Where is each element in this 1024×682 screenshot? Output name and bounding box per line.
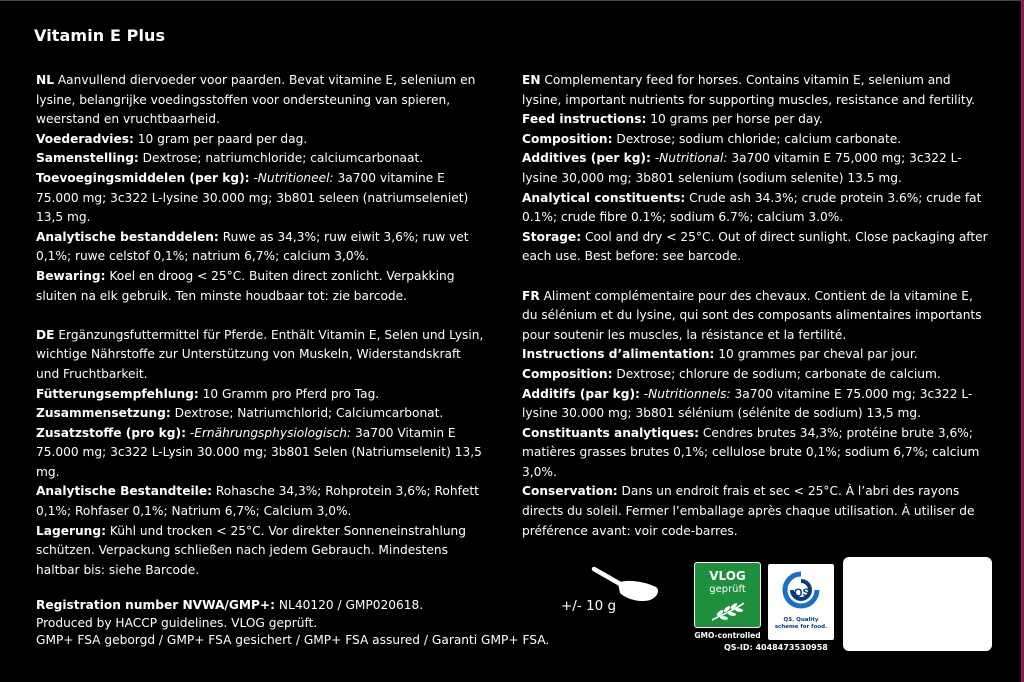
top-edge-line — [0, 0, 1024, 1]
section-spacer — [522, 267, 992, 287]
nl-storage: Bewaring: Koel en droog < 25°C. Buiten direct zonlicht. Verpakking sluiten na elk gebruik. Ten minste houdbaar tot: zie barcode. — [36, 268, 455, 303]
qs-logo — [768, 564, 834, 640]
qs-swirl-icon — [781, 570, 821, 614]
section-spacer — [36, 306, 486, 326]
right-column — [522, 71, 992, 541]
registration-line: Registration number NVWA/GMP+: NL40120 / GMP020618. — [36, 598, 424, 612]
de-feeding: Fütterungsempfehlung: 10 Gramm pro Pferd pro Tag. — [36, 386, 380, 401]
fr-composition: Composition: Dextrose; chlorure de sodium; carbonate de calcium. — [522, 366, 941, 381]
dosage-text: +/- 10 g — [561, 598, 617, 614]
left-column — [36, 71, 486, 580]
en-section — [522, 71, 992, 267]
product-title: Vitamin E Plus — [34, 26, 166, 45]
vlog-logo — [694, 562, 761, 642]
nl-analytical: Analytische bestanddelen: Ruwe as 34,3%; ruw eiwit 3,6%; ruw vet 0,1%; ruwe celstof 0,1%; natrium 6,7%; calcium 3,0%. — [36, 229, 469, 264]
gmp-line: GMP+ FSA geborgd / GMP+ FSA gesichert / GMP+ FSA assured / Garanti GMP+ FSA. — [36, 633, 550, 647]
qs-label: QS. Quality scheme for food. — [774, 617, 828, 630]
de-composition: Zusammensetzung: Dextrose; Natriumchlorid; Calciumcarbonat. — [36, 406, 444, 421]
fr-additives: Additifs (par kg): -Nutritionnels: 3a700 vitamine E 75.000 mg; 3c322 L-lysine 30.000 mg; 3b801 sélénium (sélénite de sodium) 13,5 mg. — [522, 386, 973, 421]
de-intro: DE Ergänzungsfuttermittel für Pferde. Enthält Vitamin E, Selen und Lysin, wichtige Nährstoffe zur Unterstützung von Muskeln, Widerstandskraft und Fruchtbarkeit. — [36, 327, 484, 381]
de-section — [36, 326, 486, 581]
nl-additives: Toevoegingsmiddelen (per kg): -Nutritioneel: 3a700 vitamine E 75.000 mg; 3c322 L-lysine 30.000 mg; 3b801 seleen (natriumseleniet) 13,5 mg. — [36, 170, 469, 225]
en-analytical: Analytical constituents: Crude ash 34.3%; crude protein 3.6%; crude fat 0.1%; crude fibre 0.1%; sodium 6.7%; calcium 3.0%. — [522, 190, 982, 225]
fr-feeding: Instructions d’alimentation: 10 grammes par cheval par jour. — [522, 347, 918, 362]
fr-storage: Conservation: Dans un endroit frais et sec < 25°C. À l’abri des rayons directs du soleil. Fermer l’emballage après chaque utilisation. À utiliser de préférence avant: voir code-barres. — [522, 484, 975, 538]
fr-analytical: Constituants analytiques: Cendres brutes 34,3%; protéine brute 3,6%; matières grasses brutes 0,1%; cellulose brute 0,1%; sodium 6,7%; calcium 3,0%. — [522, 425, 980, 479]
svg-text:QS: QS — [794, 587, 810, 599]
de-storage: Lagerung: Kühl und trocken < 25°C. Vor direkter Sonneneinstrahlung schützen. Verpackung schließen nach jedem Gebrauch. Mindestens haltbar bis: siehe Barcode. — [36, 523, 467, 577]
en-feeding: Feed instructions: 10 grams per horse per day. — [522, 112, 823, 127]
footer-registration — [36, 597, 556, 650]
nl-section — [36, 71, 486, 306]
en-intro: EN Complementary feed for horses. Contains vitamin E, selenium and lysine, important nutrients for supporting muscles, resistance and fertility. — [522, 73, 976, 107]
nl-feeding: Voederadvies: 10 gram per paard per dag. — [36, 131, 308, 146]
de-additives: Zusatzstoffe (pro kg): -Ernährungsphysiologisch: 3a700 Vitamin E 75.000 mg; 3c322 L-Lysin 30.000 mg; 3b801 Selen (Natriumselenit) 13,5 mg. — [36, 425, 482, 479]
en-additives: Additives (per kg): -Nutritional: 3a700 vitamin E 75,000 mg; 3c322 L-lysine 30,000 mg; 3b801 selenium (sodium selenite) 13.5 mg. — [522, 151, 962, 185]
haccp-line: Produced by HACCP guidelines. VLOG geprüft. — [36, 615, 318, 630]
vlog-text: VLOG geprüft — [709, 569, 746, 595]
nl-intro: NL Aanvullend diervoeder voor paarden. Bevat vitamine E, selenium en lysine, belangrijke voedingsstoffen voor ondersteuning van spieren, weerstand en vruchtbaarheid. — [36, 73, 476, 127]
nl-composition: Samenstelling: Dextrose; natriumchloride; calciumcarbonaat. — [36, 151, 424, 166]
vlog-badge — [694, 562, 761, 628]
leaf-icon — [709, 599, 747, 623]
gmo-controlled-label: GMO-controlled — [694, 631, 761, 640]
qs-id-text: QS-ID: 4048473530958 — [724, 643, 828, 652]
fr-section — [522, 287, 992, 542]
barcode-area — [843, 557, 992, 651]
de-analytical: Analytische Bestandteile: Rohasche 34,3%; Rohprotein 3,6%; Rohfett 0,1%; Rohfaser 0,1%; Natrium 6,7%; Calcium 3,0%. — [36, 484, 479, 519]
fr-intro: FR Aliment complémentaire pour des chevaux. Contient de la vitamine E, du sélénium et du lysine, qui sont des composants alimentaires importants pour soutenir les muscles, la résistance et la fertilité. — [522, 288, 982, 342]
en-composition: Composition: Dextrose; sodium chloride; calcium carbonate. — [522, 131, 902, 146]
en-storage: Storage: Cool and dry < 25°C. Out of direct sunlight. Close packaging after each use. Best before: see barcode. — [522, 229, 988, 264]
